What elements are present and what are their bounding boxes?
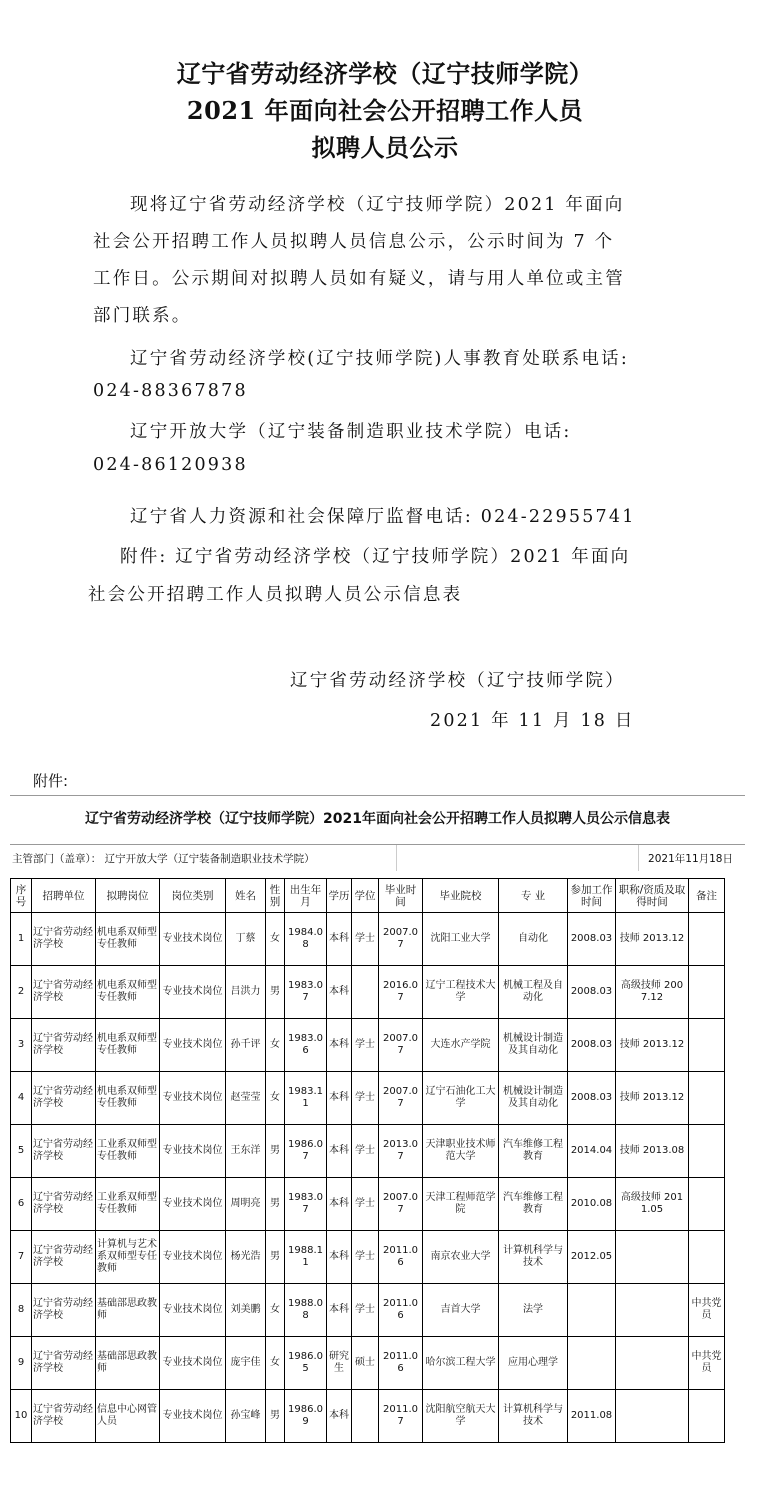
cell-birth: 1983.06 — [285, 1019, 327, 1072]
cell-index: 8 — [11, 1284, 32, 1337]
header-cell: 毕业时间 — [379, 879, 423, 913]
cell-category: 专业技术岗位 — [160, 1019, 226, 1072]
cell-school: 大连水产学院 — [423, 1019, 499, 1072]
cell-school: 沈阳航空航天大学 — [423, 1390, 499, 1443]
header-cell: 学位 — [352, 879, 379, 913]
header-cell: 备注 — [689, 879, 725, 913]
cell-school: 天津工程师范学院 — [423, 1178, 499, 1231]
cell-gender: 男 — [266, 1125, 285, 1178]
cell-position: 基础部思政教师 — [96, 1337, 160, 1390]
contact2-phone: 024-86120938 — [93, 455, 248, 475]
cell-title — [616, 1337, 689, 1390]
cell-birth: 1986.07 — [285, 1125, 327, 1178]
cell-title — [616, 1231, 689, 1284]
cell-position: 机电系双师型专任教师 — [96, 1072, 160, 1125]
header-cell: 招聘单位 — [32, 879, 96, 913]
dept-line: 主管部门（盖章）： 辽宁开放大学（辽宁装备制造职业技术学院） — [12, 853, 315, 865]
cell-degree: 硕士 — [352, 1337, 379, 1390]
cell-grad-date: 2011.06 — [379, 1284, 423, 1337]
cell-gender: 女 — [266, 913, 285, 966]
cell-unit: 辽宁省劳动经济学校 — [32, 1019, 96, 1072]
table-row — [11, 913, 725, 966]
cell-gender: 女 — [266, 1072, 285, 1125]
cell-school: 吉首大学 — [423, 1284, 499, 1337]
cell-name: 庞宇佳 — [226, 1337, 266, 1390]
cell-index: 7 — [11, 1231, 32, 1284]
cell-category: 专业技术岗位 — [160, 913, 226, 966]
contact1-phone: 024-88367878 — [93, 381, 248, 401]
header-cell: 拟聘岗位 — [96, 879, 160, 913]
cell-degree: 学士 — [352, 1284, 379, 1337]
cell-unit: 辽宁省劳动经济学校 — [32, 1178, 96, 1231]
cell-title — [616, 1390, 689, 1443]
header-cell: 专 业 — [499, 879, 568, 913]
cell-education: 本科 — [327, 913, 352, 966]
cell-education: 本科 — [327, 1019, 352, 1072]
cell-name: 孙千评 — [226, 1019, 266, 1072]
header-cell: 出生年月 — [285, 879, 327, 913]
cell-education: 本科 — [327, 1390, 352, 1443]
cell-index: 3 — [11, 1019, 32, 1072]
cell-remark — [689, 1072, 725, 1125]
signature-date: 2021 年 11 月 18 日 — [430, 711, 635, 731]
cell-major: 法学 — [499, 1284, 568, 1337]
cell-title: 技师 2013.12 — [616, 1019, 689, 1072]
cell-work-date: 2011.08 — [568, 1390, 616, 1443]
cell-grad-date: 2011.07 — [379, 1390, 423, 1443]
cell-position: 机电系双师型专任教师 — [96, 1019, 160, 1072]
cell-position: 信息中心网管人员 — [96, 1390, 160, 1443]
header-cell: 岗位类别 — [160, 879, 226, 913]
cell-major: 计算机科学与技术 — [499, 1390, 568, 1443]
cell-unit: 辽宁省劳动经济学校 — [32, 1231, 96, 1284]
cell-school: 辽宁工程技术大学 — [423, 966, 499, 1019]
cell-title: 高级技师 2007.12 — [616, 966, 689, 1019]
cell-grad-date: 2007.07 — [379, 913, 423, 966]
cell-unit: 辽宁省劳动经济学校 — [32, 1284, 96, 1337]
cell-education: 本科 — [327, 1284, 352, 1337]
cell-work-date: 2012.05 — [568, 1231, 616, 1284]
cell-category: 专业技术岗位 — [160, 1072, 226, 1125]
cell-birth: 1984.08 — [285, 913, 327, 966]
divider — [638, 845, 639, 871]
cell-school: 南京农业大学 — [423, 1231, 499, 1284]
cell-remark: 中共党员 — [689, 1284, 725, 1337]
table-row — [11, 1284, 725, 1337]
header-cell: 学历 — [327, 879, 352, 913]
cell-work-date: 2014.04 — [568, 1125, 616, 1178]
cell-major: 机械设计制造及其自动化 — [499, 1019, 568, 1072]
cell-name: 王东洋 — [226, 1125, 266, 1178]
table-row — [11, 1390, 725, 1443]
header-cell: 性别 — [266, 879, 285, 913]
cell-title — [616, 1284, 689, 1337]
cell-birth: 1983.11 — [285, 1072, 327, 1125]
cell-category: 专业技术岗位 — [160, 1284, 226, 1337]
cell-school: 辽宁石油化工大学 — [423, 1072, 499, 1125]
cell-degree: 学士 — [352, 1178, 379, 1231]
table-date: 2021年11月18日 — [648, 853, 733, 865]
table-row — [11, 1231, 725, 1284]
cell-education: 本科 — [327, 1072, 352, 1125]
document-title-line-2: 2021 年面向社会公开招聘工作人员 — [186, 96, 584, 125]
cell-remark — [689, 1019, 725, 1072]
contact3-line: 辽宁省人力资源和社会保障厅监督电话: 024-22955741 — [130, 507, 636, 527]
cell-degree: 学士 — [352, 913, 379, 966]
cell-work-date: 2010.08 — [568, 1178, 616, 1231]
cell-category: 专业技术岗位 — [160, 1337, 226, 1390]
cell-position: 基础部思政教师 — [96, 1284, 160, 1337]
table-subheader — [10, 844, 745, 871]
cell-unit: 辽宁省劳动经济学校 — [32, 1072, 96, 1125]
cell-name: 周明亮 — [226, 1178, 266, 1231]
table-row — [11, 1178, 725, 1231]
cell-education: 研究生 — [327, 1337, 352, 1390]
cell-birth: 1983.07 — [285, 966, 327, 1019]
cell-work-date: 2008.03 — [568, 1072, 616, 1125]
cell-index: 10 — [11, 1390, 32, 1443]
cell-remark: 中共党员 — [689, 1337, 725, 1390]
cell-unit: 辽宁省劳动经济学校 — [32, 966, 96, 1019]
header-cell: 职称/资质及取得时间 — [616, 879, 689, 913]
header-cell: 毕业院校 — [423, 879, 499, 913]
cell-grad-date: 2007.07 — [379, 1072, 423, 1125]
cell-gender: 女 — [266, 1337, 285, 1390]
cell-birth: 1986.09 — [285, 1390, 327, 1443]
table-body — [11, 913, 725, 1443]
cell-position: 工业系双师型专任教师 — [96, 1125, 160, 1178]
notice-paragraph: 现将辽宁省劳动经济学校（辽宁技师学院）2021 年面向社会公开招聘工作人员拟聘人员信息公示，公示时间为 7 个工作日。公示期间对拟聘人员如有疑义，请与用人单位或主管部门联系。 — [93, 195, 625, 326]
cell-work-date: 2008.03 — [568, 1019, 616, 1072]
cell-position: 机电系双师型专任教师 — [96, 913, 160, 966]
attachment-label: 附件: — [33, 772, 69, 790]
document-title-line-1: 辽宁省劳动经济学校（辽宁技师学院） — [176, 59, 594, 88]
cell-unit: 辽宁省劳动经济学校 — [32, 1337, 96, 1390]
cell-major: 汽车维修工程教育 — [499, 1125, 568, 1178]
cell-gender: 女 — [266, 1284, 285, 1337]
cell-work-date — [568, 1284, 616, 1337]
cell-major: 应用心理学 — [499, 1337, 568, 1390]
cell-gender: 男 — [266, 1390, 285, 1443]
cell-degree: 学士 — [352, 1072, 379, 1125]
cell-title: 技师 2013.08 — [616, 1125, 689, 1178]
cell-degree — [352, 1390, 379, 1443]
cell-name: 丁蔡 — [226, 913, 266, 966]
header-cell: 参加工作时间 — [568, 879, 616, 913]
cell-birth: 1988.11 — [285, 1231, 327, 1284]
cell-index: 2 — [11, 966, 32, 1019]
cell-name: 刘美鹏 — [226, 1284, 266, 1337]
attachment-line-1: 附件: 辽宁省劳动经济学校（辽宁技师学院）2021 年面向 — [120, 547, 631, 567]
cell-name: 赵莹莹 — [226, 1072, 266, 1125]
table-header-row — [11, 879, 725, 913]
cell-major: 机械设计制造及其自动化 — [499, 1072, 568, 1125]
cell-index: 5 — [11, 1125, 32, 1178]
cell-name: 孙宝峰 — [226, 1390, 266, 1443]
table-row — [11, 1125, 725, 1178]
cell-unit: 辽宁省劳动经济学校 — [32, 1125, 96, 1178]
cell-major: 汽车维修工程教育 — [499, 1178, 568, 1231]
cell-major: 自动化 — [499, 913, 568, 966]
cell-category: 专业技术岗位 — [160, 1125, 226, 1178]
cell-degree: 学士 — [352, 1019, 379, 1072]
cell-gender: 男 — [266, 966, 285, 1019]
signature-org: 辽宁省劳动经济学校（辽宁技师学院） — [290, 671, 625, 691]
cell-index: 6 — [11, 1178, 32, 1231]
cell-work-date: 2008.03 — [568, 966, 616, 1019]
cell-major: 机械工程及自动化 — [499, 966, 568, 1019]
info-table — [10, 878, 725, 1443]
cell-birth: 1983.07 — [285, 1178, 327, 1231]
cell-gender: 男 — [266, 1231, 285, 1284]
cell-grad-date: 2007.07 — [379, 1178, 423, 1231]
cell-education: 本科 — [327, 1231, 352, 1284]
table-row — [11, 1337, 725, 1390]
cell-title: 技师 2013.12 — [616, 1072, 689, 1125]
cell-major: 计算机科学与技术 — [499, 1231, 568, 1284]
cell-birth: 1986.05 — [285, 1337, 327, 1390]
cell-remark — [689, 966, 725, 1019]
cell-name: 杨光浩 — [226, 1231, 266, 1284]
contact1-label: 辽宁省劳动经济学校(辽宁技师学院)人事教育处联系电话: — [130, 349, 629, 369]
cell-remark — [689, 1125, 725, 1178]
contact2-label: 辽宁开放大学（辽宁装备制造职业技术学院）电话: — [130, 422, 572, 442]
divider — [396, 845, 397, 871]
cell-grad-date: 2011.06 — [379, 1231, 423, 1284]
cell-unit: 辽宁省劳动经济学校 — [32, 1390, 96, 1443]
cell-name: 吕洪力 — [226, 966, 266, 1019]
cell-education: 本科 — [327, 1178, 352, 1231]
cell-grad-date: 2007.07 — [379, 1019, 423, 1072]
cell-position: 工业系双师型专任教师 — [96, 1178, 160, 1231]
table-row — [11, 1019, 725, 1072]
cell-remark — [689, 1231, 725, 1284]
document-title-line-3: 拟聘人员公示 — [311, 133, 459, 162]
attachment-line-2: 社会公开招聘工作人员拟聘人员公示信息表 — [88, 585, 463, 605]
cell-degree: 学士 — [352, 1231, 379, 1284]
cell-index: 4 — [11, 1072, 32, 1125]
cell-birth: 1988.08 — [285, 1284, 327, 1337]
cell-school: 沈阳工业大学 — [423, 913, 499, 966]
cell-grad-date: 2011.06 — [379, 1337, 423, 1390]
cell-degree: 学士 — [352, 1125, 379, 1178]
cell-remark — [689, 913, 725, 966]
cell-school: 哈尔滨工程大学 — [423, 1337, 499, 1390]
cell-work-date: 2008.03 — [568, 913, 616, 966]
cell-school: 天津职业技术师范大学 — [423, 1125, 499, 1178]
cell-position: 机电系双师型专任教师 — [96, 966, 160, 1019]
cell-category: 专业技术岗位 — [160, 1390, 226, 1443]
cell-gender: 男 — [266, 1178, 285, 1231]
cell-category: 专业技术岗位 — [160, 1178, 226, 1231]
table-row — [11, 966, 725, 1019]
cell-remark — [689, 1178, 725, 1231]
cell-index: 1 — [11, 913, 32, 966]
cell-title: 高级技师 2011.05 — [616, 1178, 689, 1231]
cell-position: 计算机与艺术系双师型专任教师 — [96, 1231, 160, 1284]
header-cell: 序号 — [11, 879, 32, 913]
table-row — [11, 1072, 725, 1125]
table-title: 辽宁省劳动经济学校（辽宁技师学院）2021年面向社会公开招聘工作人员拟聘人员公示信息表 — [10, 795, 745, 840]
cell-degree — [352, 966, 379, 1019]
cell-index: 9 — [11, 1337, 32, 1390]
cell-category: 专业技术岗位 — [160, 1231, 226, 1284]
cell-category: 专业技术岗位 — [160, 966, 226, 1019]
cell-grad-date: 2013.07 — [379, 1125, 423, 1178]
cell-gender: 女 — [266, 1019, 285, 1072]
cell-unit: 辽宁省劳动经济学校 — [32, 913, 96, 966]
header-cell: 姓名 — [226, 879, 266, 913]
cell-work-date — [568, 1337, 616, 1390]
cell-education: 本科 — [327, 966, 352, 1019]
cell-title: 技师 2013.12 — [616, 913, 689, 966]
cell-remark — [689, 1390, 725, 1443]
cell-grad-date: 2016.07 — [379, 966, 423, 1019]
cell-education: 本科 — [327, 1125, 352, 1178]
